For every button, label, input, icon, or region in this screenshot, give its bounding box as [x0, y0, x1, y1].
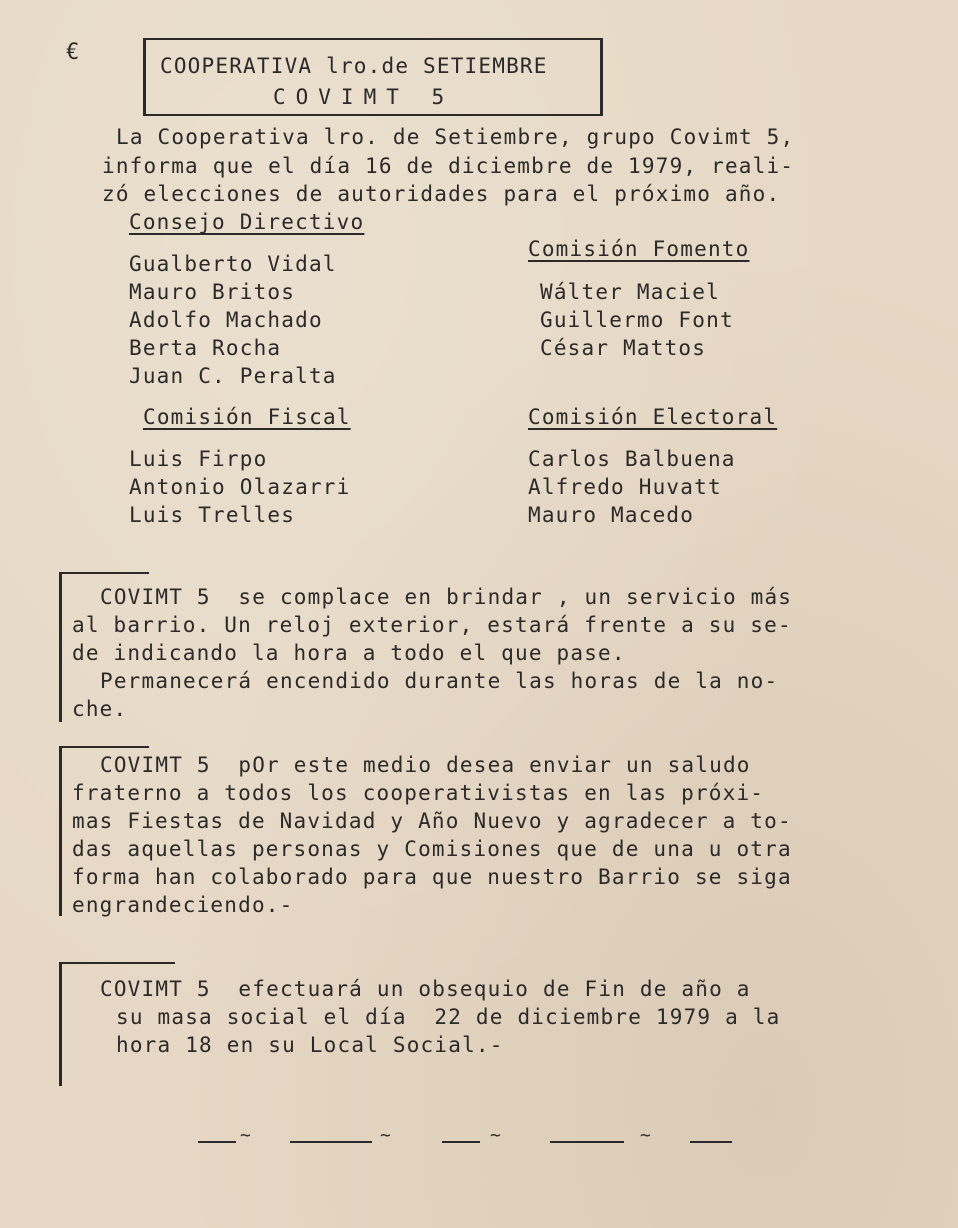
- consejo-member: Adolfo Machado: [129, 308, 323, 332]
- notice-greeting-line: COVIMT 5 pOr este medio desea enviar un saludo: [100, 753, 751, 777]
- electoral-member: Carlos Balbuena: [528, 447, 736, 471]
- header-title: COOPERATIVA lro.de SETIEMBRE: [160, 54, 548, 78]
- notice-greeting-line: das aquellas personas y Comisiones que de una u otra: [72, 837, 792, 861]
- consejo-member: Mauro Britos: [129, 280, 296, 304]
- divider-segment: [442, 1141, 480, 1143]
- electoral-member: Alfredo Huvatt: [528, 475, 722, 499]
- consejo-title: Consejo Directivo: [129, 210, 365, 234]
- fomento-title: Comisión Fomento: [528, 237, 750, 261]
- notice-greeting-line: fraterno a todos los cooperativistas en las próxi-: [72, 781, 765, 805]
- divider-flourish: ~: [640, 1125, 651, 1146]
- notice-gift-bracket: [59, 962, 62, 1086]
- divider-segment: [550, 1141, 624, 1143]
- fomento-member: Wálter Maciel: [540, 280, 720, 304]
- notice-gift-line: COVIMT 5 efectuará un obsequio de Fin de año a: [100, 977, 751, 1001]
- intro-line: La Cooperativa lro. de Setiembre, grupo Covimt 5,: [116, 125, 795, 149]
- electoral-member: Mauro Macedo: [528, 503, 695, 527]
- divider-flourish: ~: [490, 1125, 501, 1146]
- divider-flourish: ~: [240, 1125, 251, 1146]
- notice-clock-line: che.: [72, 697, 128, 721]
- intro-line: informa que el día 16 de diciembre de 1979, reali-: [102, 154, 795, 178]
- notice-gift-line: su masa social el día 22 de diciembre 1979 a la: [116, 1005, 781, 1029]
- electoral-title: Comisión Electoral: [528, 405, 778, 429]
- page-mark: €: [66, 40, 80, 65]
- fiscal-member: Luis Firpo: [129, 447, 268, 471]
- consejo-member: Juan C. Peralta: [129, 364, 337, 388]
- notice-clock-line: Permanecerá encendido durante las horas de la no-: [100, 669, 779, 693]
- notice-clock-line: COVIMT 5 se complace en brindar , un servicio más: [100, 585, 793, 609]
- notice-greeting-line: engrandeciendo.-: [72, 893, 294, 917]
- fomento-member: César Mattos: [540, 336, 707, 360]
- intro-line: zó elecciones de autoridades para el próximo año.: [102, 182, 781, 206]
- fiscal-title: Comisión Fiscal: [143, 405, 351, 429]
- notice-clock-line: al barrio. Un reloj exterior, estará frente a su se-: [72, 613, 792, 637]
- notice-gift-line: hora 18 en su Local Social.-: [116, 1033, 504, 1057]
- notice-gift-bracket-top: [59, 962, 175, 964]
- notice-clock-bracket: [59, 572, 62, 722]
- notice-clock-line: de indicando la hora a todo el que pase.: [72, 641, 626, 665]
- divider-segment: [690, 1141, 732, 1143]
- consejo-member: Gualberto Vidal: [129, 252, 337, 276]
- notice-greeting-bracket: [59, 746, 62, 916]
- notice-greeting-line: forma han colaborado para que nuestro Barrio se siga: [72, 865, 792, 889]
- fomento-member: Guillermo Font: [540, 308, 734, 332]
- divider-flourish: ~: [380, 1125, 391, 1146]
- consejo-member: Berta Rocha: [129, 336, 282, 360]
- divider-segment: [198, 1141, 236, 1143]
- notice-greeting-bracket-top: [59, 746, 149, 748]
- fiscal-member: Antonio Olazarri: [129, 475, 351, 499]
- divider-segment: [290, 1141, 372, 1143]
- fiscal-member: Luis Trelles: [129, 503, 296, 527]
- notice-clock-bracket-top: [59, 572, 149, 574]
- notice-greeting-line: mas Fiestas de Navidad y Año Nuevo y agradecer a to-: [72, 809, 792, 833]
- header-subtitle: COVIMT 5: [273, 85, 455, 109]
